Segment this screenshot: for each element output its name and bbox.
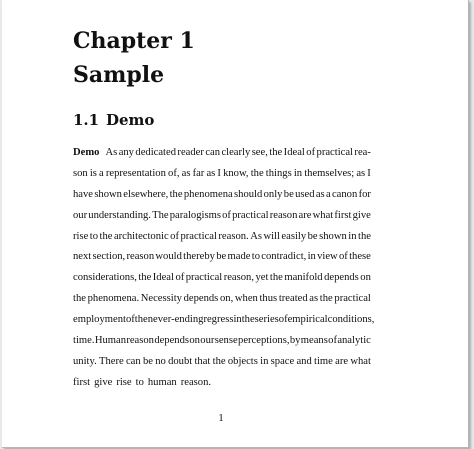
word: thus [259,293,278,305]
word: of, [168,167,180,179]
word: series [254,314,279,326]
paragraph-line [73,206,371,227]
word: the [241,314,255,326]
word: what [312,209,334,221]
word: the [99,230,113,242]
word: a [99,167,104,179]
word: of [328,335,337,347]
word: shown [94,188,122,200]
word: when [234,293,258,305]
paragraph-line [73,352,371,373]
word: see, [251,147,268,158]
word: are [335,355,349,367]
word: The [152,209,169,221]
word: rea- [354,147,371,158]
word: of [222,209,231,221]
word: human [147,376,177,388]
word: themselves; [304,167,355,179]
word: of [338,251,348,263]
word: next [73,251,92,263]
word: There [99,355,124,367]
word: in [307,251,316,263]
word: Human [94,335,126,347]
word: in [260,355,269,367]
word: never-ending [147,314,204,326]
word: reason [269,209,298,221]
word: section, [92,251,126,263]
word: is [89,167,97,179]
document-page [2,0,469,448]
word: reason [126,251,155,263]
word: as [206,167,216,179]
word: contradict, [261,251,307,263]
paragraph-line [73,310,375,331]
paragraph-line [73,143,371,164]
word: perceptions, [238,335,290,347]
word: easily [281,230,307,242]
word: give [352,209,371,221]
paragraph-line [73,164,371,185]
word: to [89,230,99,242]
word: rise [116,376,132,388]
word: treated [278,293,308,305]
word: depends [324,272,359,284]
word: as [315,188,325,200]
word: son [73,167,88,179]
word: things [265,167,292,179]
word: reason, [223,272,254,284]
word: regress [203,314,234,326]
paragraph-line [73,373,371,394]
word: would [155,251,182,263]
word: unity. [73,355,97,367]
word: understanding. [88,209,151,221]
word: in [233,314,242,326]
paragraph-line [73,268,371,289]
word: of [278,314,288,326]
word: As [105,147,118,158]
word: representation [105,167,166,179]
word: the [319,293,333,305]
word: by [289,335,301,347]
word: of [306,147,316,158]
word: of [170,230,179,242]
word: depends [183,293,219,305]
word: empirical [287,314,328,326]
word: can [205,147,221,158]
word: paralogisms [169,209,221,221]
word: these [349,251,371,263]
word: to [251,251,260,263]
paragraph-line-text [105,143,371,164]
word: that [194,355,211,367]
page-number: 1 [218,412,224,424]
word: far [192,167,205,179]
paragraph-line [73,227,371,248]
word: on [360,272,371,284]
word: on [189,335,200,347]
word: the [269,147,283,158]
word: the [169,188,183,200]
word: be [283,188,294,200]
word: Ideal [152,272,174,284]
word: time [314,355,333,367]
word: As [250,230,262,242]
word: only [263,188,283,200]
word: clearly [221,147,251,158]
paragraph-line [73,185,371,206]
word: reason. [180,376,212,388]
word: for [358,188,371,200]
word: be [307,230,318,242]
word: as [356,167,366,179]
paragraph-line [73,289,371,310]
word: rise [73,230,89,242]
word: used [295,188,315,200]
word: shown [319,230,347,242]
word: reason [126,335,154,347]
word: objects [227,355,258,367]
word: space [270,355,295,367]
word: means [300,335,328,347]
word: conditions, [327,314,375,326]
word: the [250,167,264,179]
word: our [200,335,215,347]
word: elsewhere, [123,188,169,200]
word: in [293,167,303,179]
word: phenomena. [87,293,140,305]
word: in [348,230,357,242]
word: time. [73,335,95,347]
word: reason. [218,230,249,242]
word: phenomena [183,188,233,200]
paragraph-line [73,247,371,268]
word: practical [185,272,223,284]
word: depends [154,335,190,347]
word: employment [73,314,126,326]
word: know, [223,167,249,179]
word: the [73,293,86,305]
word: our [73,209,88,221]
word: a [325,188,331,200]
word: analytic [337,335,371,347]
word: view [317,251,338,263]
word: practical [316,147,353,158]
word: the [358,230,371,242]
paragraph-lead-in: Demo [73,147,100,158]
word: no [155,355,166,367]
word: doubt [168,355,193,367]
word: the [269,272,283,284]
section-title: Demo [106,111,155,129]
word: the [212,355,226,367]
word: have [73,188,93,200]
word: and [296,355,312,367]
word: practical [334,293,371,305]
chapter-label: Chapter 1 [73,28,195,54]
word: I [367,167,371,179]
word: will [263,230,280,242]
paragraph-line [73,331,371,352]
word: should [234,188,263,200]
word: first [334,209,352,221]
word: be [142,355,153,367]
word: yet [255,272,269,284]
word: dedicated [135,147,176,158]
word: as [181,167,191,179]
word: architectonic [113,230,169,242]
word: thereby [183,251,215,263]
word: reader [177,147,204,158]
word: manifold [284,272,323,284]
word: the [134,314,148,326]
word: made [227,251,251,263]
word: canon [331,188,358,200]
word: Necessity [140,293,182,305]
word: the [138,272,152,284]
word: as [309,293,319,305]
word: any [118,147,134,158]
word: are [298,209,312,221]
word: to [135,376,144,388]
chapter-title: Sample [73,62,165,88]
word: I [217,167,221,179]
word: practical [180,230,217,242]
word: can [125,355,141,367]
word: considerations, [73,272,137,284]
word: sense [214,335,238,347]
section-number: 1.1 [73,111,100,129]
word: what [350,355,371,367]
section-heading [73,110,154,130]
word: of [125,314,135,326]
word: first [73,376,91,388]
word: give [94,376,113,388]
body-paragraph [73,143,375,394]
word: be [216,251,227,263]
word: practical [232,209,269,221]
word: Ideal [283,147,305,158]
word: on, [219,293,234,305]
word: of [175,272,185,284]
